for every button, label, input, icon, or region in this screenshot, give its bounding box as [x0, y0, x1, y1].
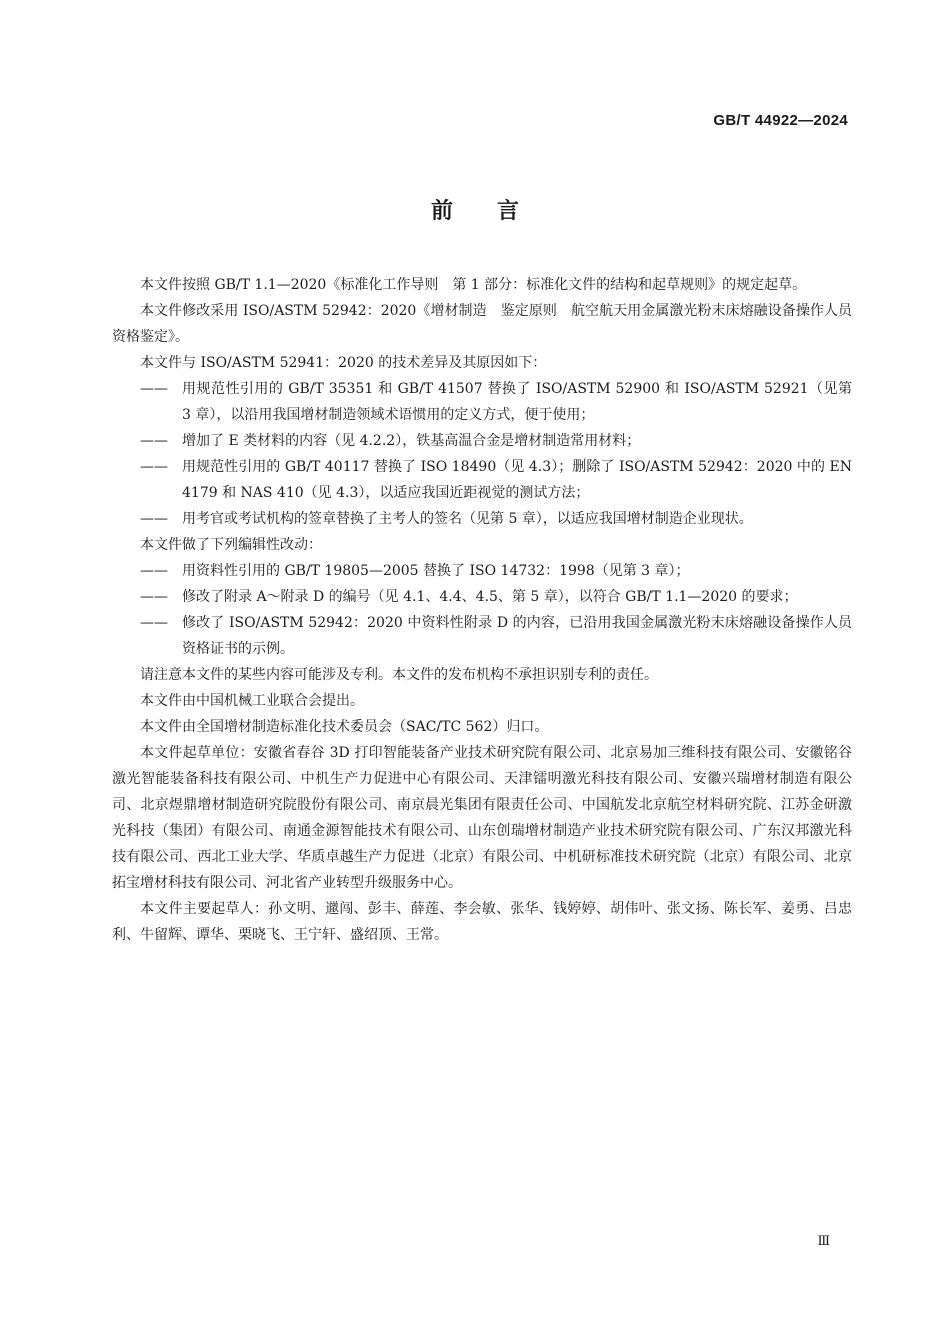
- list-item-text: 修改了附录 A～附录 D 的编号（见 4.1、4.4、4.5、第 5 章），以符合 GB/T 1.1—2020 的要求；: [182, 589, 798, 605]
- dash-marker: ——: [140, 381, 168, 397]
- dash-marker: ——: [140, 563, 168, 579]
- paragraph-tech-differences-intro: 本文件与 ISO/ASTM 52941：2020 的技术差异及其原因如下：: [140, 355, 547, 371]
- list-item-text: 用规范性引用的 GB/T 35351 和 GB/T 41507 替换了 ISO/ASTM 52900 和 ISO/ASTM 52921（见第 3 章），以沿用我国增材制造领域术语惯用的定义方式，便于使用；: [182, 381, 852, 423]
- paragraph-drafting-units: 本文件起草单位：安徽省春谷 3D 打印智能装备产业技术研究院有限公司、北京易加三维科技有限公司、安徽铭谷激光智能装备科技有限公司、中机生产力促进中心有限公司、天津镭明激光科技有限公司、安徽兴瑞增材制造有限公司、北京煜鼎增材制造研究院股份有限公司、南京晨光集团有限责任公司、中国航发北京航空材料研究院、江苏金研激光科技（集团）有限公司、南通金源智能技术有限公司、山东创瑞增材制造产业技术研究院有限公司、广东汉邦激光科技有限公司、西北工业大学、华质卓越生产力促进（北京）有限公司、中机研标准技术研究院（北京）有限公司、北京拓宝增材科技有限公司、河北省产业转型升级服务中心。: [112, 745, 852, 891]
- list-item-text: 用规范性引用的 GB/T 40117 替换了 ISO 18490（见 4.3）；删除了 ISO/ASTM 52942：2020 中的 EN 4179 和 NAS 410（见 4.3），以适应我国近距视觉的测试方法；: [182, 459, 852, 501]
- dash-marker: ——: [140, 433, 168, 449]
- page-title: 前言: [430, 199, 563, 224]
- list-item: [140, 376, 852, 428]
- paragraph-patent-notice: 请注意本文件的某些内容可能涉及专利。本文件的发布机构不承担识别专利的责任。: [140, 667, 658, 683]
- dash-marker: ——: [140, 589, 168, 605]
- page-number: Ⅲ: [817, 1234, 830, 1249]
- list-item: [140, 584, 852, 610]
- dash-marker: ——: [140, 511, 168, 527]
- paragraph-technical-committee: 本文件由全国增材制造标准化技术委员会（SAC/TC 562）归口。: [140, 719, 549, 735]
- list-item: [140, 454, 852, 506]
- editorial-changes-list: [112, 558, 852, 662]
- paragraph-proposer: 本文件由中国机械工业联合会提出。: [140, 693, 364, 709]
- list-item: [140, 428, 852, 454]
- dash-marker: ——: [140, 459, 168, 475]
- preface-body: [112, 272, 852, 948]
- paragraph-adoption: 本文件修改采用 ISO/ASTM 52942：2020《增材制造 鉴定原则 航空航天用金属激光粉末床熔融设备操作人员资格鉴定》。: [112, 303, 852, 345]
- paragraph-editorial-intro: 本文件做了下列编辑性改动：: [140, 537, 322, 553]
- list-item-text: 增加了 E 类材料的内容（见 4.2.2），铁基高温合金是增材制造常用材料；: [182, 433, 641, 449]
- list-item: [140, 558, 852, 584]
- tech-differences-list: [112, 376, 852, 532]
- list-item-text: 用考官或考试机构的签章替换了主考人的签名（见第 5 章），以适应我国增材制造企业现状。: [182, 511, 753, 527]
- list-item: [140, 506, 852, 532]
- paragraph-drafting-rules: 本文件按照 GB/T 1.1—2020《标准化工作导则 第 1 部分：标准化文件的结构和起草规则》的规定起草。: [140, 277, 807, 293]
- standard-number: GB/T 44922—2024: [713, 112, 848, 129]
- list-item: [140, 610, 852, 662]
- paragraph-drafters: 本文件主要起草人：孙文明、邋闯、彭丰、薛莲、李会敏、张华、钱婷婷、胡伟叶、张文扬、陈长军、姜勇、吕忠利、牛留辉、谭华、栗晓飞、王宁轩、盛绍顶、王常。: [112, 901, 852, 943]
- dash-marker: ——: [140, 615, 168, 631]
- list-item-text: 用资料性引用的 GB/T 19805—2005 替换了 ISO 14732：1998（见第 3 章）；: [182, 563, 690, 579]
- list-item-text: 修改了 ISO/ASTM 52942：2020 中资料性附录 D 的内容，已沿用我国金属激光粉末床熔融设备操作人员资格证书的示例。: [182, 615, 852, 657]
